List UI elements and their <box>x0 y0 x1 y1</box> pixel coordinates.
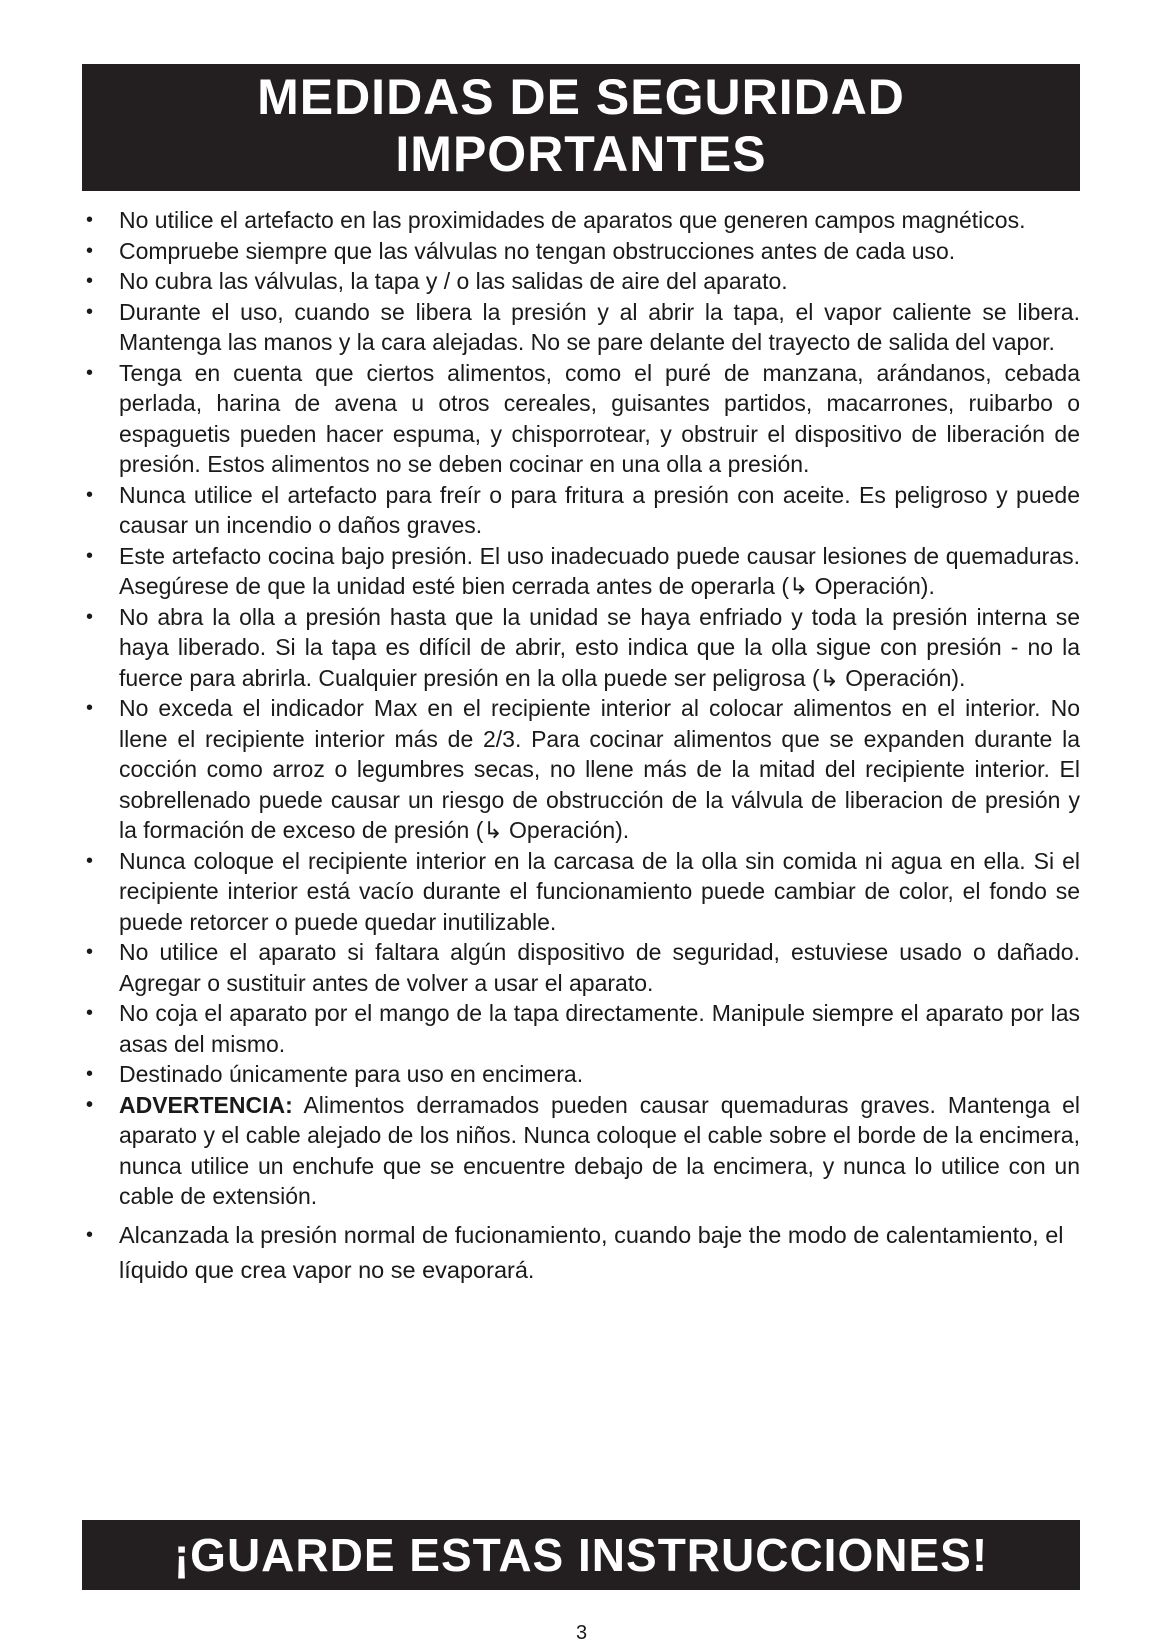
bullet-icon: • <box>86 941 94 963</box>
bullet-icon: • <box>86 849 94 872</box>
list-item-text: Alimentos derramados pueden causar quemaduras graves. Mantenga el aparato y el cable alejado de los niños. Nunca coloque el cable sobre el borde de la encimera, nunca utilice un enchufe que se encuentre debajo de la encimera, y nunca lo utilice con un cable de extensión. <box>119 1091 1080 1209</box>
list-item <box>82 1059 1080 1090</box>
list-item <box>82 480 1080 541</box>
bullet-icon: • <box>86 1002 94 1024</box>
list-item <box>82 846 1080 938</box>
list-item-text: No cubra las válvulas, la tapa y / o las salidas de aire del aparato. <box>119 268 788 294</box>
bullet-icon: • <box>86 697 94 719</box>
page-number: 3 <box>575 1622 588 1644</box>
page-title-line-1: MEDIDAS DE SEGURIDAD <box>257 69 905 125</box>
bullet-icon: • <box>86 361 94 384</box>
warning-label: ADVERTENCIA: <box>119 1091 293 1118</box>
list-item <box>82 541 1080 602</box>
bullet-icon: • <box>86 209 94 231</box>
safety-instructions-list <box>82 205 1080 1288</box>
list-item <box>82 1218 1080 1288</box>
page-title-line-2: IMPORTANTES <box>395 126 767 182</box>
list-item <box>82 937 1080 998</box>
list-item-text: No abra la olla a presión hasta que la unidad se haya enfriado y toda la presión interna se haya liberado. Si la tapa es difícil de abrir, esto indica que la olla sigue con presión - no la fuerce para abrirla. Cualquier presión en la olla puede ser peligrosa (↳ Operación). <box>119 603 1080 691</box>
list-item-text: Tenga en cuenta que ciertos alimentos, como el puré de manzana, arándanos, cebada perlada, harina de avena u otros cereales, guisantes partidos, macarrones, ruibarbo o espaguetis pueden hacer espuma, y chisporrotear, y obstruir el dispositivo de liberación de presión. Estos alimentos no se deben cocinar en una olla a presión. <box>119 359 1080 477</box>
list-item-text: No exceda el indicador Max en el recipiente interior al colocar alimentos en el interior. No llene el recipiente interior más de 2/3. Para cocinar alimentos que se expanden durante la cocción como arroz o legumbres secas, no llene más de la mitad del recipiente interior. El sobrellenado puede causar un riesgo de obstrucción de la válvula de liberacion de presión y la formación de exceso de presión (↳ Operación). <box>119 695 1080 843</box>
bullet-icon: • <box>86 239 94 262</box>
list-item <box>82 358 1080 480</box>
list-item-text: No coja el aparato por el mango de la tapa directamente. Manipule siempre el aparato por las asas del mismo. <box>119 1000 1080 1057</box>
list-item <box>82 297 1080 358</box>
bullet-icon: • <box>86 1063 94 1085</box>
list-item <box>82 236 1080 267</box>
bullet-icon: • <box>86 300 94 323</box>
list-item-text: Alcanzada la presión normal de fucionamiento, cuando baje the modo de calentamiento, el líquido que crea vapor no se evaporará. <box>119 1221 1064 1283</box>
list-item-text: Destinado únicamente para uso en encimera. <box>119 1061 584 1087</box>
bullet-icon: • <box>86 483 94 506</box>
list-item <box>82 602 1080 694</box>
list-item-text: No utilice el artefacto en las proximidades de aparatos que generen campos magnéticos. <box>119 207 1026 233</box>
bullet-icon: • <box>86 1093 94 1116</box>
list-item <box>82 266 1080 297</box>
list-item <box>82 205 1080 236</box>
list-item <box>82 693 1080 846</box>
list-item-text: No utilice el aparato si faltara algún dispositivo de seguridad, estuviese usado o dañado. Agregar o sustituir antes de volver a usar el aparato. <box>119 939 1080 996</box>
bullet-icon: • <box>86 544 94 567</box>
list-item-text: Nunca utilice el artefacto para freír o para fritura a presión con aceite. Es peligroso y puede causar un incendio o daños graves. <box>119 481 1080 538</box>
list-item-text: Nunca coloque el recipiente interior en la carcasa de la olla sin comida ni agua en ella. Si el recipiente interior está vacío durante el funcionamiento puede cambiar de color, el fondo se puede retorcer o puede quedar inutilizable. <box>119 847 1080 935</box>
bullet-icon: • <box>86 1223 94 1246</box>
warning-list-item <box>82 1090 1080 1212</box>
list-item-text: Durante el uso, cuando se libera la presión y al abrir la tapa, el vapor caliente se libera. Mantenga las manos y la cara alejadas. No se pare delante del trayecto de salida del vapor. <box>119 298 1080 355</box>
list-item-text: Este artefacto cocina bajo presión. El uso inadecuado puede causar lesiones de quemaduras. Asegúrese de que la unidad esté bien cerrada antes de operarla (↳ Operación). <box>119 542 1080 599</box>
list-item <box>82 998 1080 1059</box>
list-item-text: Compruebe siempre que las válvulas no tengan obstrucciones antes de cada uso. <box>119 237 956 264</box>
title-banner <box>82 64 1080 191</box>
bullet-icon: • <box>86 270 94 292</box>
bullet-icon: • <box>86 605 94 628</box>
save-instructions-banner: ¡GUARDE ESTAS INSTRUCCIONES! <box>82 1520 1080 1590</box>
